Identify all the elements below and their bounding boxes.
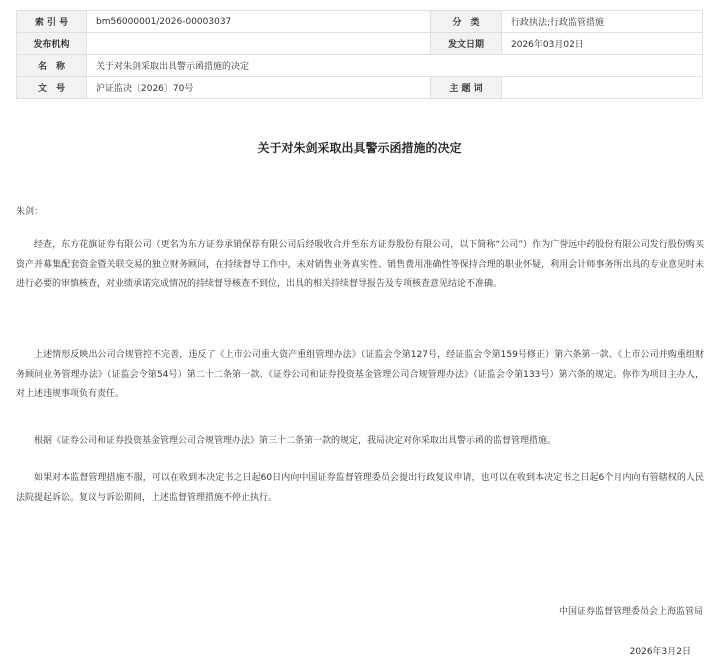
body-paragraph-decision: 根据《证券公司和证券投资基金管理公司合规管理办法》第三十二条第一款的规定，我局决定对你采取出具警示函的监督管理措施。 xyxy=(34,436,557,446)
meta-row-name xyxy=(17,55,703,77)
meta-row-index xyxy=(17,11,703,33)
keywords-label: 主 题 词 xyxy=(431,77,502,99)
doc-number-value: 沪证监决〔2026〕70号 xyxy=(87,77,431,99)
salutation: 朱剑： xyxy=(16,207,44,217)
publisher-label: 发布机构 xyxy=(17,33,87,55)
category-value: 行政执法;行政监管措施 xyxy=(502,11,703,33)
category-label: 分 类 xyxy=(431,11,502,33)
meta-row-publisher xyxy=(17,33,703,55)
doc-name-value: 关于对朱剑采取出具警示函措施的决定 xyxy=(87,55,703,77)
doc-name-label: 名 称 xyxy=(17,55,87,77)
body-paragraph-findings: 经查，东方花旗证券有限公司（更名为东方证券承销保荐有限公司后经吸收合并至东方证券股份有限公司，以下简称“公司”）作为广誉远中药股份有限公司发行股份购买资产并募集配套资金暨关联交易的独立财务顾问，在持续督导工作中，未对销售业务真实性、销售费用准确性等保持合理的职业怀疑，利用会计师事务所出具的专业意见时未进行必要的审慎核查，对业绩承诺完成情况的持续督导核查不到位，出具的相关持续督导报告及专项核查意见结论不准确。 xyxy=(16,240,704,289)
document-meta-table xyxy=(16,10,703,99)
issue-date-value: 2026年03月02日 xyxy=(502,33,703,55)
document-title: 关于对朱剑采取出具警示函措施的决定 xyxy=(257,141,462,155)
body-paragraph-appeal: 如果对本监督管理措施不服，可以在收到本决定书之日起60日内向中国证券监督管理委员会提出行政复议申请，也可以在收到本决定书之日起6个月内向有管辖权的人民法院提起诉讼。复议与诉讼期间，上述监督管理措施不停止执行。 xyxy=(16,473,704,503)
index-number-label: 索 引 号 xyxy=(17,11,87,33)
index-number-value: bm56000001/2026-00003037 xyxy=(87,11,431,33)
keywords-value xyxy=(502,77,703,99)
publisher-value xyxy=(87,33,431,55)
body-paragraph-violations: 上述情形反映出公司合规管控不完善，违反了《上市公司重大资产重组管理办法》（证监会令第127号，经证监会令第159号修正）第六条第一款、《上市公司并购重组财务顾问业务管理办法》（证监会令第54号）第二十二条第一款、《证券公司和证券投资基金管理公司合规管理办法》（证监会令第133号）第六条的规定。你作为项目主办人，对上述违规事项负有责任。 xyxy=(16,350,704,399)
signature-date: 2026年3月2日 xyxy=(629,647,691,657)
issuing-authority: 中国证券监督管理委员会上海监管局 xyxy=(558,607,703,617)
doc-number-label: 文 号 xyxy=(17,77,87,99)
issue-date-label: 发文日期 xyxy=(431,33,502,55)
meta-row-docno xyxy=(17,77,703,99)
